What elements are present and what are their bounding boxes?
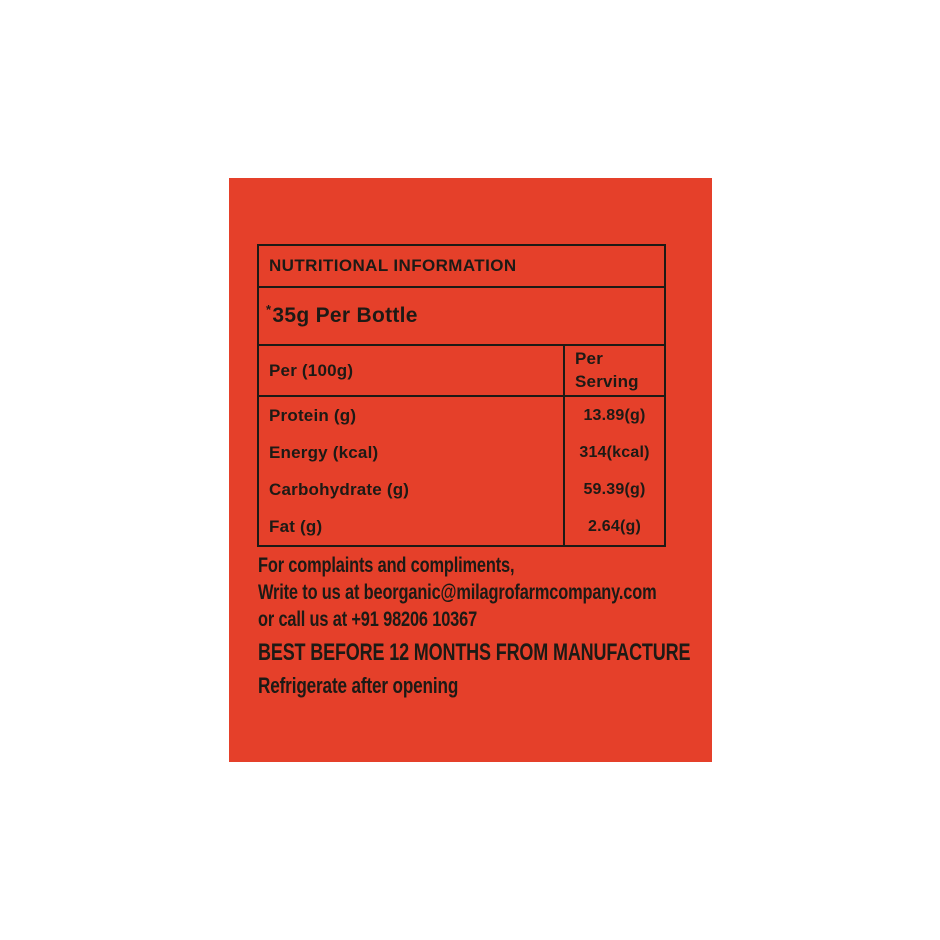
column-header-per-100g	[259, 346, 565, 395]
contact-phone-text: or call us at +91 98206 10367	[258, 608, 478, 631]
nutrient-label-fat: Fat (g)	[269, 516, 323, 536]
nutrition-label-panel	[229, 178, 712, 762]
storage-instruction-line	[258, 669, 834, 702]
per-100g-label: Per (100g)	[269, 360, 354, 380]
nutrient-value-carbohydrate: 59.39(g)	[583, 480, 646, 498]
storage-instruction-text: Refrigerate after opening	[258, 673, 459, 698]
serving-note-row	[259, 288, 664, 346]
column-header-per-serving	[565, 346, 664, 395]
nutrient-label-protein: Protein (g)	[269, 405, 357, 425]
asterisk-marker: *	[266, 301, 272, 317]
contact-line-1	[258, 552, 834, 579]
footer-text-block	[258, 552, 834, 702]
table-body	[259, 397, 664, 545]
nutrient-value-protein: 13.89(g)	[583, 406, 646, 424]
nutrient-values-column	[565, 397, 664, 545]
nutrient-value-fat: 2.64(g)	[588, 517, 641, 535]
nutrient-value-energy: 314(kcal)	[579, 443, 650, 461]
contact-line-1-text: For complaints and compliments,	[258, 554, 515, 577]
nutrient-label-energy: Energy (kcal)	[269, 442, 379, 462]
per-serving-label: Per Serving	[575, 348, 639, 391]
serving-note-text: 35g Per Bottle	[272, 304, 418, 327]
nutrient-label-carbohydrate: Carbohydrate (g)	[269, 479, 410, 499]
nutrition-table	[257, 244, 666, 547]
best-before-line	[258, 636, 834, 669]
contact-line-2	[258, 579, 834, 606]
nutrient-labels-column	[259, 397, 565, 545]
column-header-row	[259, 346, 664, 397]
table-title: NUTRITIONAL INFORMATION	[269, 256, 517, 275]
best-before-text: BEST BEFORE 12 MONTHS FROM MANUFACTURE	[258, 639, 691, 666]
table-title-row	[259, 246, 664, 288]
contact-email-text: Write to us at beorganic@milagrofarmcompany.com	[258, 581, 657, 604]
contact-line-3	[258, 606, 834, 633]
